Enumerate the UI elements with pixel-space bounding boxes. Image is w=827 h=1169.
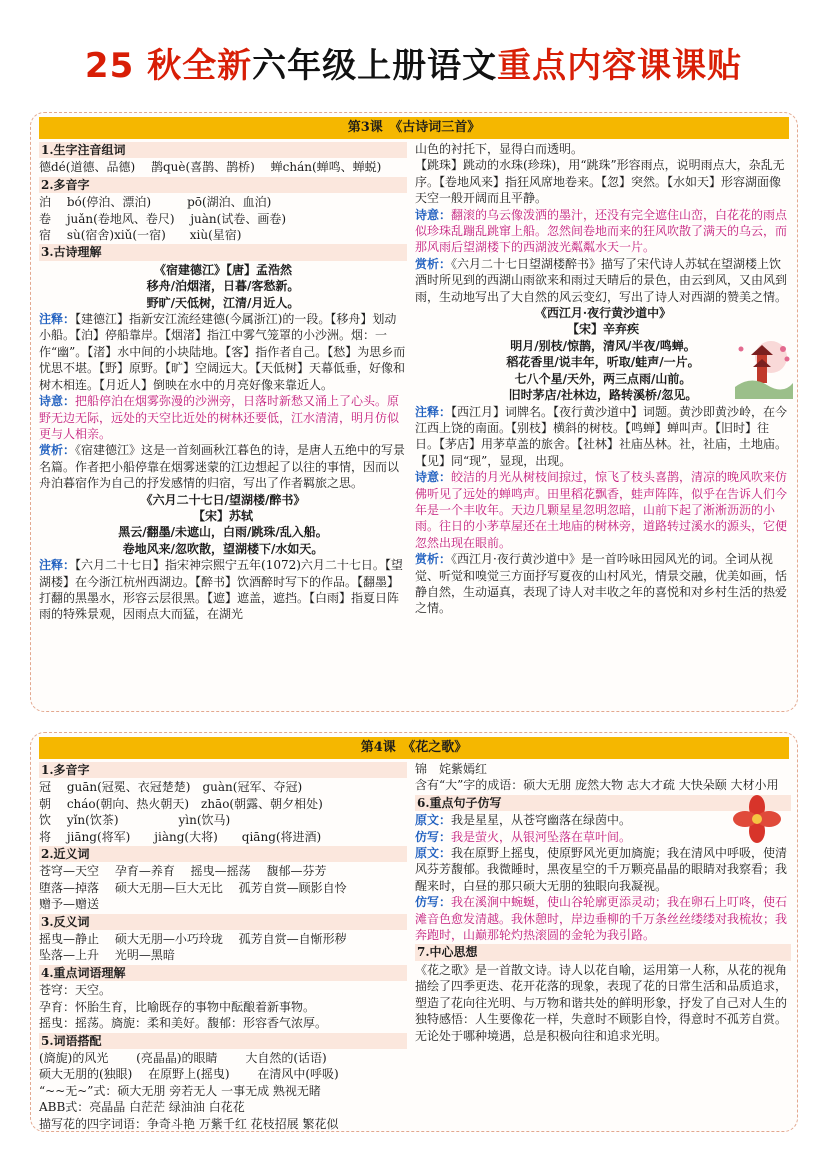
section-heading: 1.多音字 — [39, 762, 407, 778]
text-block: 【跳珠】跳动的水珠(珍珠)，用“跳珠”形容雨点，说明雨点大，杂乱无序。【卷地风来】指狂风席地卷来。【忽】突然。【水如天】形容湖面像天空一般开阔而且平静。 — [415, 158, 785, 206]
text-block: 堕落—掉落 硕大无朋—巨大无比 孤芳自赏—顾影自怜 — [39, 880, 347, 895]
text-block: 注释：【西江月】词牌名。【夜行黄沙道中】词题。黄沙即黄沙岭，在今江西上饶的南面。【别枝】横斜的树枝。【鸣蝉】蝉叫声。【旧时】往日。【茅店】用茅草盖的旅舍。【社林】社庙丛林。社，社庙，土地庙。【见】同“现”，显现，出现。 — [415, 404, 788, 468]
lesson3-card — [30, 112, 798, 712]
lesson3-left-column — [39, 141, 407, 623]
text-block: 诗意：皎洁的月光从树枝间掠过，惊飞了枝头喜鹊，清凉的晚风吹来仿佛听见了远处的蝉鸣声。田里稻花飘香，蛙声阵阵，似乎在告诉人们今年是一个丰收年。天边几颗星星忽明忽暗，山前下起了淅淅沥沥的小雨。往日的小茅草屋还在土地庙的树林旁，道路转过溪水的源头，它便忽然出现在眼前。 — [415, 470, 788, 550]
poem-line: 野旷/天低树，江清/月近人。 — [146, 295, 300, 310]
text-block: ABB式：亮晶晶 白茫茫 绿油油 白花花 — [39, 1100, 245, 1115]
text-block: 坠落—上升 光明—黑暗 — [39, 948, 175, 963]
text-block: 赏析：《西江月·夜行黄沙道中》是一首吟咏田园风光的词。全词从视觉、听觉和嗅觉三方面抒写夏夜的山村风光，情景交融，优美如画，恬静自然，生动逼真，表现了诗人对丰收之年的喜悦和对乡村生活的热爱之情。 — [415, 552, 788, 616]
section-heading: 7.中心思想 — [415, 944, 791, 960]
text-block: 硕大无朋的(独眼) 在原野上(摇曳) 在清风中(呼吸) — [39, 1067, 339, 1082]
text-block: “~~无~”式：硕大无朋 旁若无人 一事无成 熟视无睹 — [39, 1083, 321, 1098]
text-block: 《花之歌》是一首散文诗。诗人以花自喻，运用第一人称，从花的视角描绘了四季更迭、花开花落的现象，表现了花的日常生活和品质追求，塑造了花向往光明、与万物和谐共处的鲜明形象，抒发了自己对人生的独特感悟：人生要像花一样，失意时不顾影自怜，得意时不孤芳自赏。无论处于哪种境遇，总是积极向往和追求光明。 — [415, 962, 788, 1043]
poem-line: 《宿建德江》【唐】孟浩然 — [153, 262, 292, 277]
poem-line: 明月/别枝/惊鹊，清风/半夜/鸣蝉。 — [510, 338, 696, 353]
poem-line: 黑云/翻墨/未遮山，白雨/跳珠/乱入船。 — [118, 525, 328, 540]
text-block: 德dé(道德、品德) 鹊què(喜鹊、鹊桥) 蝉chán(蝉鸣、蝉蜕) — [39, 160, 382, 175]
text-block: 冠 guān(冠冕、衣冠楚楚) guàn(冠军、夺冠) — [39, 780, 303, 795]
poem-line: 《六月二十七日/望湖楼/醉书》 — [140, 492, 306, 507]
red-flower-icon — [727, 793, 787, 845]
section-heading: 2.近义词 — [39, 846, 407, 862]
poem-line: 【宋】辛弃疾 — [566, 322, 639, 337]
lesson4-header: 第4课 《花之歌》 — [39, 737, 789, 759]
text-block: 朝 cháo(朝向、热火朝天) zhāo(朝露、朝夕相处) — [39, 796, 323, 811]
text-block: 原文：我是星星，从苍穹幽落在绿茵中。 — [415, 813, 632, 828]
lesson4-left-column — [39, 761, 407, 1132]
section-heading: 4.重点词语理解 — [39, 965, 407, 981]
text-block: 仿写：我是萤火，从银河坠落在草叶间。 — [415, 829, 632, 844]
poem-line: 稻花香里/说丰年，听取/蛙声/一片。 — [506, 355, 700, 370]
text-block: 摇曳：摇荡。旖旎：柔和美好。馥郁：形容香气浓厚。 — [39, 1016, 328, 1031]
text-block: 摇曳—静止 硕大无朋—小巧玲珑 孤芳自赏—自惭形秽 — [39, 932, 347, 947]
section-heading: 3.古诗理解 — [39, 244, 407, 260]
poem-line: 旧时茅店/社林边，路转溪桥/忽见。 — [508, 388, 698, 403]
text-block: 赠予—赠送 — [39, 897, 100, 912]
text-block: 原文：我在原野上摇曳，使原野风光更加旖旎；我在清风中呼吸，使清风芬芳馥郁。我微睡时，黑夜星空的千万颗亮晶晶的眼睛对我察看；我醒来时，白昼的那只硕大无朋的独眼向我凝视。 — [415, 846, 788, 893]
text-block: 注释：【六月二十七日】指宋神宗熙宁五年(1072)六月二十七日。【望湖楼】在今浙江杭州西湖边。【醉书】饮酒醉时写下的作品。【翻墨】打翻的黑墨水，形容云层很黑。【遮】遮盖，遮挡。【白雨】指夏日阵雨的特殊景观，因雨点大而猛，在湖光 — [39, 558, 403, 622]
text-block: 苍穹—天空 孕育—养育 摇曳—摇荡 馥郁—芬芳 — [39, 864, 327, 879]
poem-line: 七八个星/天外，两三点雨/山前。 — [514, 371, 692, 386]
text-block: 卷 juǎn(卷地风、卷尺) juàn(试卷、画卷) — [39, 211, 287, 226]
text-block: 含有“大”字的成语：硕大无朋 庞然大物 志大才疏 大快朵颐 大材小用 — [415, 778, 779, 793]
pagoda-painting-icon — [731, 335, 795, 399]
section-heading: 6.重点句子仿写 — [415, 795, 791, 811]
text-block: 诗意：把船停泊在烟雾弥漫的沙洲旁，日落时新愁又涌上了心头。原野无边无际，远处的天空比近处的树林还要低，江水清清，明月仿似更与人相亲。 — [39, 394, 400, 441]
text-block: 饮 yǐn(饮茶) yìn(饮马) — [39, 813, 231, 828]
poem-line: 【宋】苏轼 — [192, 508, 253, 523]
section-heading: 3.反义词 — [39, 914, 407, 930]
section-heading: 1.生字注音组词 — [39, 142, 407, 158]
text-block: 仿写：我在溪涧中蜿蜒，使山谷轮廓更添灵动；我在卵石上叮咚，使石滩音色愈发清越。我休憩时，岸边垂柳的千万条丝丝缕缕对我梳妆；我奔跑时，山巅那轮灼热滚圆的金轮为我引路。 — [415, 895, 788, 943]
lesson3-header: 第3课 《古诗词三首》 — [39, 117, 789, 139]
text-block: (旖旎)的风光 (亮晶晶)的眼睛 大自然的(话语) — [39, 1050, 327, 1065]
text-block: 赏析：《六月二十七日望湖楼醉书》描写了宋代诗人苏轼在望湖楼上饮酒时所见到的西湖山雨欲来和雨过天晴后的景色，由云到风，又由风到雨，生动地写出了大自然的风云变幻，写出了诗人对西湖的赞美之情。 — [415, 256, 788, 304]
text-block: 描写花的四字词语：争奇斗艳 万紫千红 花枝招展 繁花似 — [39, 1116, 339, 1131]
text-block: 泊 bó(停泊、漂泊) pō(湖泊、血泊) — [39, 195, 272, 210]
text-block: 山色的衬托下，显得白而透明。 — [415, 142, 584, 156]
section-heading: 5.词语搭配 — [39, 1033, 407, 1049]
text-block: 孕育：怀胎生育，比喻既存的事物中酝酿着新事物。 — [39, 999, 316, 1014]
poem-line: 移舟/泊烟渚，日暮/客愁新。 — [146, 279, 300, 294]
text-block: 宿 sù(宿舍)xiǔ(一宿) xiù(星宿) — [39, 228, 242, 243]
section-heading: 2.多音字 — [39, 177, 407, 193]
lesson4-card — [30, 732, 798, 1132]
poem-line: 《西江月·夜行黄沙道中》 — [534, 306, 672, 321]
text-block: 将 jiāng(将军) jiàng(大将) qiāng(将进酒) — [39, 829, 322, 844]
text-block: 赏析：《宿建德江》这是一首刻画秋江暮色的诗，是唐人五绝中的写景名篇。作者把小船停靠在烟雾迷蒙的江边想起了以往的事情，因而以舟泊暮宿作为自己的抒发感情的归宿，写出了作者羁旅之思。 — [39, 443, 406, 491]
page-title: 25 秋全新六年级上册语文重点内容课课贴 — [84, 46, 743, 86]
text-block: 苍穹：天空。 — [39, 983, 112, 998]
text-block: 注释：【建德江】指新安江流经建德(今属浙江)的一段。【移舟】划动小船。【泊】停船靠岸。【烟渚】指江中雾气笼罩的小沙洲。烟：一作“幽”。【渚】水中间的小块陆地。【客】指作者自己。【愁】为思乡而忧思不堪。【野】原野。【旷】空阔远大。【天低树】天幕低垂，好像和树木相连。【月近人】倒映在水中的月亮好像来靠近人。 — [39, 312, 406, 392]
poem-line: 卷地风来/忽吹散，望湖楼下/水如天。 — [122, 541, 324, 556]
text-block: 诗意：翻滚的乌云像泼洒的墨汁，还没有完全遮住山峦，白花花的雨点似珍珠乱蹦乱跳窜上船。忽然间卷地而来的狂风吹散了满天的乌云，而那风雨后望湖楼下的西湖波光粼粼水天一片。 — [415, 207, 788, 255]
text-block: 锦 姹紫嫣红 — [415, 762, 488, 776]
